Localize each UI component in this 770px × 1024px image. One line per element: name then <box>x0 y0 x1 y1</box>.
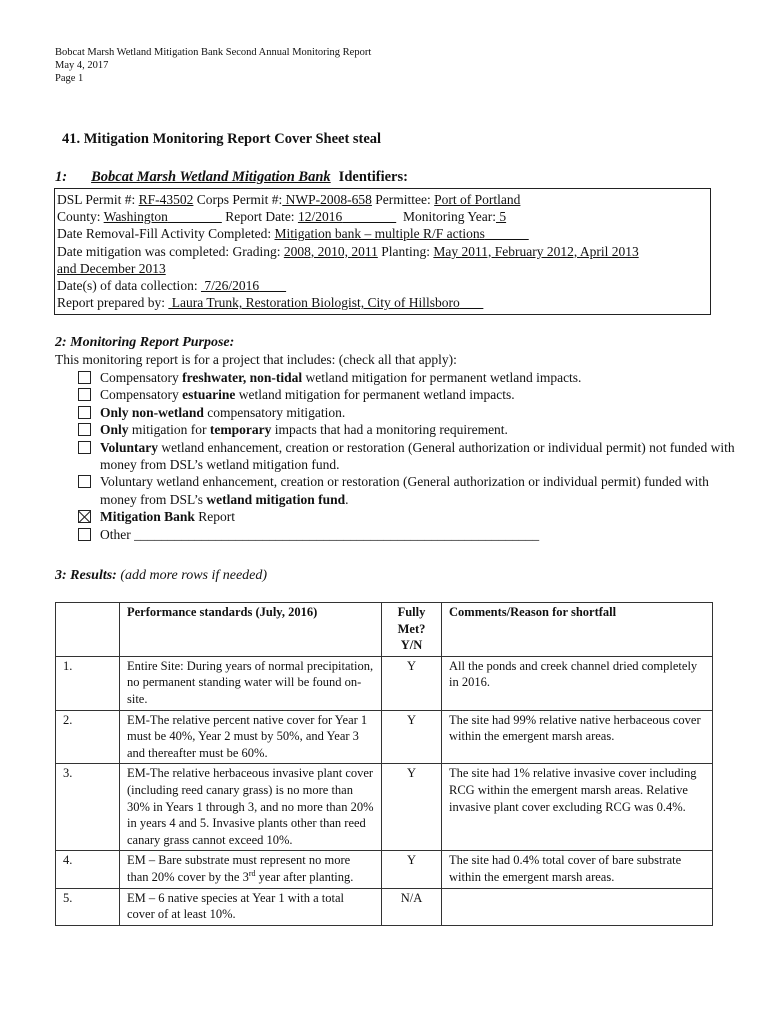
prepared-blank <box>460 295 484 310</box>
removal-fill-label: Date Removal-Fill Activity Completed: <box>57 226 272 242</box>
corps-permit-label: Corps Permit #: <box>196 192 283 207</box>
checkbox[interactable] <box>78 406 91 419</box>
purpose-option <box>78 439 738 474</box>
page-title: 41. Mitigation Monitoring Report Cover Sheet steal <box>62 131 382 147</box>
planting-value-2: and December 2013 <box>57 260 166 276</box>
table-row <box>56 764 713 851</box>
monitoring-year-value: 5 <box>495 209 507 225</box>
purpose-option-label: Mitigation Bank Report <box>100 509 236 525</box>
page-number: Page 1 <box>55 73 84 84</box>
checkbox[interactable] <box>78 441 91 454</box>
permit-line <box>57 191 710 208</box>
results-table <box>55 602 713 926</box>
met-value: N/A <box>382 888 442 925</box>
row-number: 2. <box>56 710 120 764</box>
purpose-option-label: Compensatory freshwater, non-tidal wetland mitigation for permanent wetland impacts. <box>100 370 582 385</box>
purpose-option-mitigation-bank <box>78 508 738 525</box>
comment <box>442 888 713 925</box>
prepared-value: Laura Trunk, Restoration Biologist, City of Hillsboro <box>168 295 460 311</box>
county-line <box>57 208 710 225</box>
planting-label: Planting: <box>381 243 430 259</box>
comment: All the ponds and creek channel dried completely in 2016. <box>442 656 713 710</box>
section-3-title: 3: Results: <box>55 568 117 583</box>
purpose-option <box>78 404 738 421</box>
purpose-option-label: Other ____________________________________________________________ <box>100 526 540 542</box>
prepared-line <box>57 294 710 311</box>
comment: The site had 0.4% total cover of bare substrate within the emergent marsh areas. <box>442 851 713 888</box>
purpose-option <box>78 473 738 508</box>
table-header-row <box>56 603 713 657</box>
county-label: County: <box>57 209 101 225</box>
column-header-comments: Comments/Reason for shortfall <box>442 603 713 657</box>
removal-fill-blank <box>485 226 529 241</box>
section-1-heading <box>55 169 408 186</box>
row-number: 4. <box>56 851 120 888</box>
permittee-label: Permittee: <box>375 192 431 207</box>
purpose-option-label: Only mitigation for temporary impacts that had a monitoring requirement. <box>100 422 508 438</box>
removal-fill-value: Mitigation bank – multiple R/F actions <box>274 226 485 242</box>
checkbox[interactable] <box>78 528 91 541</box>
met-value: Y <box>382 710 442 764</box>
collection-value: 7/26/2016 <box>200 278 260 294</box>
completed-label: Date mitigation was completed: Grading: <box>57 243 281 259</box>
table-row <box>56 851 713 888</box>
purpose-option-label: Only non-wetland compensatory mitigation. <box>100 404 346 420</box>
purpose-option <box>78 421 738 438</box>
row-number: 1. <box>56 656 120 710</box>
purpose-checklist <box>78 369 738 543</box>
row-number: 3. <box>56 764 120 851</box>
checkbox-checked[interactable] <box>78 510 91 523</box>
purpose-option-label: Voluntary wetland enhancement, creation or restoration (General authorization or individual permit) not funded with money from DSL’s wetland mitigation fund. <box>100 439 735 473</box>
met-value: Y <box>382 851 442 888</box>
table-row <box>56 888 713 925</box>
prepared-label: Report prepared by: <box>57 295 165 311</box>
removal-fill-line <box>57 225 710 242</box>
section-2-heading: 2: Monitoring Report Purpose: <box>55 335 235 350</box>
identifiers-label: Identifiers: <box>338 169 408 185</box>
column-header-standards: Performance standards (July, 2016) <box>120 603 382 657</box>
page-header <box>55 46 371 85</box>
performance-standard: EM-The relative herbaceous invasive plant cover (including reed canary grass) is no more than 30% in Years 1 through 3, and no more than 20% in years 4 and 5. Invasive plants other than reed canary grass cannot exceed 10%. <box>120 764 382 851</box>
performance-standard: EM – 6 native species at Year 1 with a total cover of at least 10%. <box>120 888 382 925</box>
bank-name: Bobcat Marsh Wetland Mitigation Bank <box>91 169 331 185</box>
column-header-number <box>56 603 120 657</box>
collection-line <box>57 277 710 294</box>
checkbox[interactable] <box>78 475 91 488</box>
monitoring-year-label: Monitoring Year: <box>402 209 496 225</box>
performance-standard: EM – Bare substrate must represent no more than 20% cover by the 3rd year after planting. <box>120 851 382 888</box>
column-header-met: Fully Met? Y/N <box>382 603 442 657</box>
section-2-intro: This monitoring report is for a project that includes: (check all that apply): <box>55 352 457 367</box>
collection-blank <box>259 278 286 293</box>
comment: The site had 1% relative invasive cover including RCG within the emergent marsh areas. Relative invasive plant cover excluding RCG was 0.4%. <box>442 764 713 851</box>
performance-standard: Entire Site: During years of normal precipitation, no permanent standing water will be found on-site. <box>120 656 382 710</box>
report-date-label: Report Date: <box>225 209 295 225</box>
table-row <box>56 656 713 710</box>
row-number: 5. <box>56 888 120 925</box>
table-row <box>56 710 713 764</box>
purpose-option <box>78 386 738 403</box>
county-value: Washington <box>103 209 168 225</box>
dsl-permit-value: RF-43502 <box>138 192 194 207</box>
report-name: Bobcat Marsh Wetland Mitigation Bank Second Annual Monitoring Report <box>55 47 372 58</box>
corps-permit-value: NWP-2008-658 <box>282 192 372 207</box>
purpose-option-label: Compensatory estuarine wetland mitigation for permanent wetland impacts. <box>100 387 515 403</box>
permittee-value: Port of Portland <box>434 192 521 207</box>
planting-value-1: May 2011, February 2012, April 2013 <box>433 243 639 259</box>
report-date-value: 12/2016 <box>297 209 343 225</box>
section-1-number: 1: <box>55 169 68 185</box>
dsl-permit-label: DSL Permit #: <box>57 192 136 207</box>
report-date-blank <box>342 209 396 224</box>
checkbox[interactable] <box>78 423 91 436</box>
completion-line-2 <box>57 260 710 277</box>
identifiers-box <box>54 188 711 315</box>
county-blank <box>168 209 222 224</box>
met-value: Y <box>382 764 442 851</box>
checkbox[interactable] <box>78 388 91 401</box>
section-3-note: (add more rows if needed) <box>116 568 268 583</box>
collection-label: Date(s) of data collection: <box>57 278 198 294</box>
comment: The site had 99% relative native herbaceous cover within the emergent marsh areas. <box>442 710 713 764</box>
purpose-option-label: Voluntary wetland enhancement, creation or restoration (General authorization or individual permit) funded with money from DSL’s wetland mitigation fund. <box>100 474 709 507</box>
completion-line <box>57 243 710 260</box>
performance-standard: EM-The relative percent native cover for Year 1 must be 40%, Year 2 must by 50%, and Year 3 and thereafter must be 60%. <box>120 710 382 764</box>
section-3-heading <box>55 568 267 584</box>
purpose-option <box>78 369 738 386</box>
grading-value: 2008, 2010, 2011 <box>283 243 378 259</box>
checkbox[interactable] <box>78 371 91 384</box>
met-value: Y <box>382 656 442 710</box>
purpose-option-other <box>78 526 738 543</box>
report-date: May 4, 2017 <box>55 60 109 71</box>
